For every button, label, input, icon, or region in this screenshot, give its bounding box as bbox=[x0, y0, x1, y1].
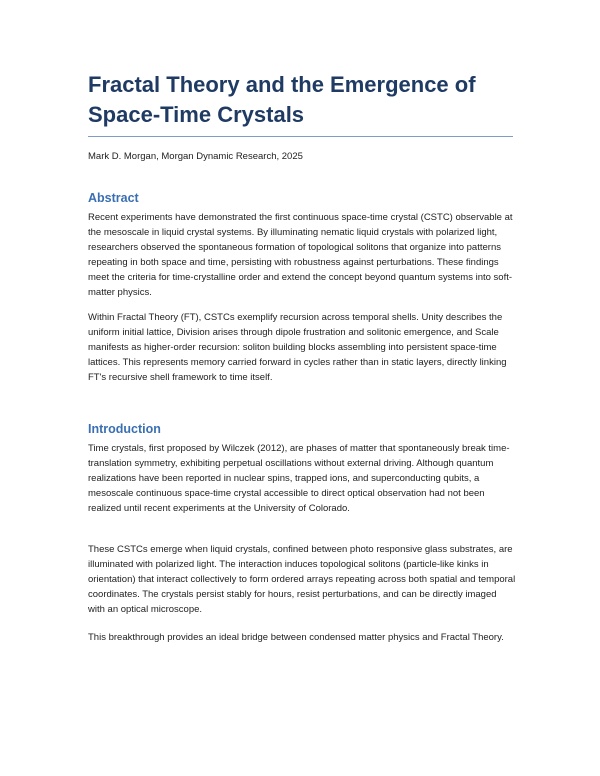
abstract-paragraph-1: Recent experiments have demonstrated the first continuous space-time crystal (CSTC) observable at the mesoscale in liquid crystal systems. By illuminating nematic liquid crystals with polarized light, researchers observed the spontaneous formation of topological solitons that organize into patterns repeating in both space and time, persisting with robustness against perturbations. These findings meet the criteria for time-crystalline order and extend the concept beyond quantum systems into soft-matter physics. bbox=[88, 212, 513, 298]
introduction-paragraph-2: These CSTCs emerge when liquid crystals, confined between photo responsive glass substrates, are illuminated with polarized light. The interaction induces topological solitons (particle-like kinks in orientation) that interact collectively to form ordered arrays repeating across both spatial and temporal coordinates. The crystals persist stably for hours, resist perturbations, and can be directly imaged with an optical microscope. bbox=[88, 544, 516, 615]
section-heading-introduction: Introduction bbox=[88, 422, 161, 436]
section-heading-abstract: Abstract bbox=[88, 191, 139, 205]
paper-title: Fractal Theory and the Emergence of Space-Time Crystals bbox=[88, 72, 476, 127]
introduction-paragraph-3: This breakthrough provides an ideal bridge between condensed matter physics and Fractal Theory. bbox=[88, 632, 504, 643]
introduction-paragraph-1: Time crystals, first proposed by Wilczek (2012), are phases of matter that spontaneously break time-translation symmetry, exhibiting perpetual oscillations without external driving. Although quantum realizations have been reported in nuclear spins, trapped ions, and superconducting qubits, a mesoscale continuous space-time crystal accessible to direct optical observation had not been realized until recent experiments at the University of Colorado. bbox=[88, 443, 510, 514]
author-byline: Mark D. Morgan, Morgan Dynamic Research, 2025 bbox=[88, 151, 303, 162]
title-divider bbox=[88, 136, 513, 137]
abstract-paragraph-2: Within Fractal Theory (FT), CSTCs exemplify recursion across temporal shells. Unity describes the uniform initial lattice, Division arises through dipole frustration and solitonic emergence, and Scale manifests as higher-order recursion: soliton building blocks assembling into persistent space-time lattices. This represents memory carried forward in cycles rather than in static layers, directly linking FT's recursive shell framework to time itself. bbox=[88, 312, 507, 383]
